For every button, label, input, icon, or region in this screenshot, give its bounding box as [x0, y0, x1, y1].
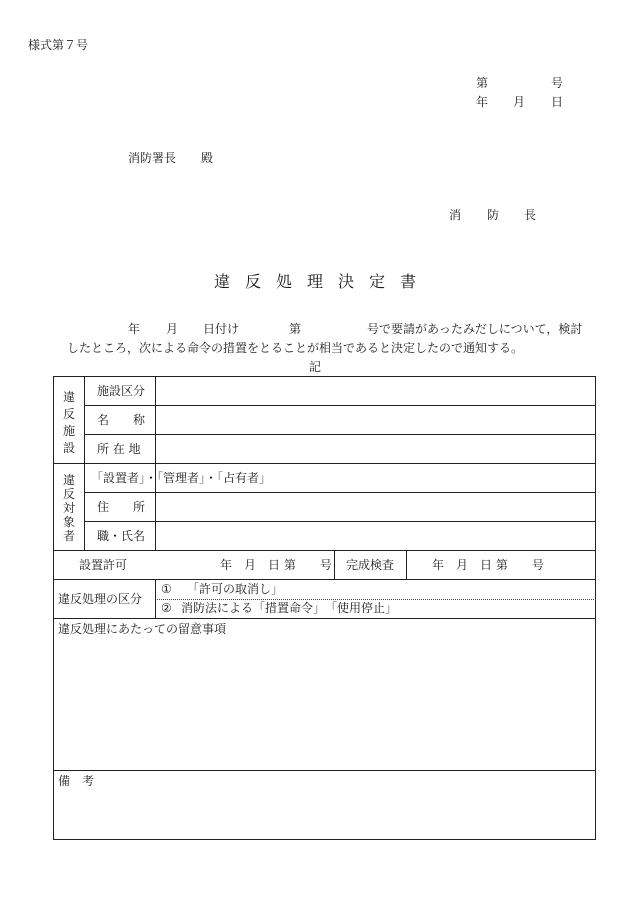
- violation-table: [53, 376, 596, 840]
- group-label-violation-facility: 違反施設: [62, 390, 75, 455]
- col-divider: [406, 550, 407, 579]
- label-completion-check: 完成検査: [346, 558, 395, 572]
- label-install-permit: 設置許可: [79, 558, 128, 572]
- title-char: 違: [214, 272, 231, 291]
- sender-char-1: 消: [449, 208, 462, 222]
- label-facility-class: 施設区分: [97, 384, 146, 398]
- title-char: 決: [338, 272, 355, 291]
- permit-date-number: 年 月 日 第 号: [220, 558, 332, 572]
- date-day: 日: [551, 95, 564, 109]
- row-divider: [54, 550, 596, 551]
- option-2-number: ②: [161, 601, 172, 615]
- body-number-prefix: 第: [289, 322, 302, 336]
- addressee-honorific: 殿: [201, 151, 214, 165]
- label-remarks: 備 考: [58, 774, 95, 788]
- date-year: 年: [476, 95, 489, 109]
- completion-date-number: 年 月 日 第 号: [432, 558, 544, 572]
- label-notes: 違反処理にあたっての留意事項: [58, 622, 227, 636]
- row-divider: [54, 463, 596, 464]
- label-job-name: 職・氏名: [97, 529, 146, 543]
- body-line1-rest: 号で要請があったみだしについて，検討: [367, 322, 583, 336]
- sender-char-2: 防: [487, 208, 500, 222]
- row-divider: [54, 618, 596, 619]
- option-1-text: 「許可の取消し」: [187, 582, 284, 596]
- label-address: 住 所: [97, 500, 146, 514]
- title-char: 定: [369, 272, 386, 291]
- body-month: 月: [166, 322, 179, 336]
- row-divider: [54, 770, 596, 771]
- sender-char-3: 長: [524, 208, 537, 222]
- row-divider: [84, 492, 596, 493]
- body-date-suffix: 日付け: [203, 322, 240, 336]
- addressee-title: 消防署長: [128, 151, 177, 165]
- date-month: 月: [513, 95, 526, 109]
- row-divider: [54, 579, 596, 580]
- col-divider: [155, 579, 156, 618]
- row-divider: [84, 434, 596, 435]
- row-divider: [84, 521, 596, 522]
- col-divider: [84, 377, 85, 550]
- ki-marker: 記: [309, 360, 322, 374]
- title-char: 処: [276, 272, 293, 291]
- doc-number-prefix: 第: [476, 76, 489, 90]
- col-divider: [334, 550, 335, 579]
- title-char: 理: [307, 272, 324, 291]
- dotted-divider: [155, 599, 596, 600]
- label-violation-class: 違反処理の区分: [58, 592, 143, 606]
- label-location: 所 在 地: [97, 442, 141, 456]
- col-divider: [155, 377, 156, 550]
- col-divider: [155, 550, 156, 579]
- option-1-number: ①: [161, 582, 172, 596]
- label-role: 「設置者」・「管理者」・「占有者」: [91, 471, 272, 485]
- body-year: 年: [128, 322, 141, 336]
- title-char: 反: [245, 272, 262, 291]
- group-label-violation-target: 違反対象者: [62, 473, 75, 543]
- label-name: 名 称: [97, 413, 146, 427]
- form-number: 様式第７号: [28, 38, 89, 52]
- doc-number-suffix: 号: [551, 76, 564, 90]
- row-divider: [84, 405, 596, 406]
- body-line2: したところ，次による命令の措置をとることが相当であると決定したので通知する。: [67, 341, 524, 355]
- option-2-text: 消防法による「措置命令」 「使用停止」: [181, 601, 398, 615]
- title-char: 書: [400, 272, 417, 291]
